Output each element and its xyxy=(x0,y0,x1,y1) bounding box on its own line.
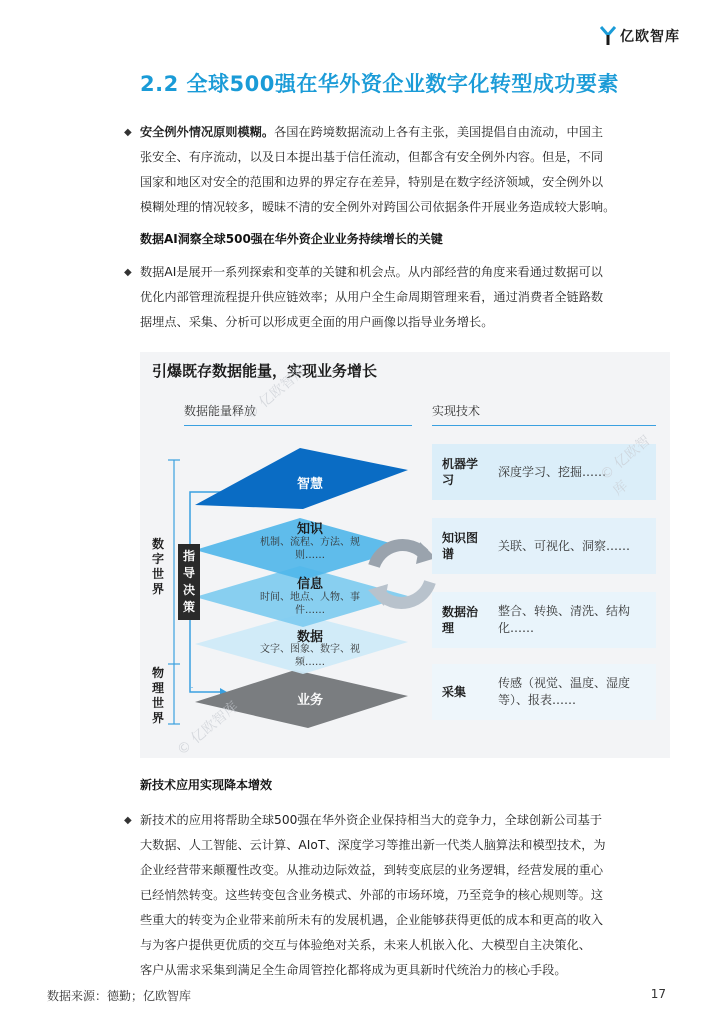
para-line: 模糊处理的情况较多，暧昧不清的安全例外对跨国公司依据条件开展业务造成较大影响。 xyxy=(140,200,616,214)
tech-name: 机器学习 xyxy=(442,457,479,487)
tech-row-governance xyxy=(432,592,656,648)
figure-title: 引爆既存数据能量，实现业务增长 xyxy=(152,362,378,380)
layer-data-desc: 文字、图象、数字、视频…… xyxy=(260,644,360,668)
layer-business-label: 业务 xyxy=(296,693,323,708)
para-line: 客户从需求采集到满足全生命周管控化都将成为更具新时代统治力的核心手段。 xyxy=(140,963,567,977)
paragraph-security-exceptions xyxy=(124,120,670,220)
right-header-rule xyxy=(432,425,656,426)
layer-smart-label: 智慧 xyxy=(296,477,323,492)
tech-name: 采集 xyxy=(442,685,467,699)
para-line: 数据AI是展开一系列探索和变革的关键和机会点。从内部经营的角度来看通过数据可以 xyxy=(140,265,603,279)
para-line: 安全例外情况原则模糊。各国在跨境数据流动上各有主张，美国提倡自由流动，中国主 xyxy=(140,125,604,139)
paragraph-new-tech xyxy=(124,808,670,983)
para-line: 张安全、有序流动，以及日本提出基于信任流动，但都含有安全例外内容。但是，不同 xyxy=(140,150,604,164)
logo-text: 亿欧智库 xyxy=(620,29,680,45)
bullet-icon: ◆ xyxy=(124,127,132,138)
left-column-header: 数据能量释放 xyxy=(184,404,257,418)
tech-desc: 整合、转换、清洗、结构化…… xyxy=(498,604,631,635)
para-line: 据埋点、采集、分析可以形成更全面的用户画像以指导业务增长。 xyxy=(140,315,494,329)
para-line: 优化内部管理流程提升供应链效率；从用户全生命周期管理来看，通过消费者全链路数 xyxy=(140,290,604,304)
digital-world-label: 数字世界 xyxy=(151,537,164,596)
layer-info-desc: 时间、地点、人物、事件…… xyxy=(260,592,360,616)
guide-arrow-bottom xyxy=(190,687,220,692)
para-lead: 安全例外情况原则模糊。 xyxy=(140,125,275,139)
tech-name: 数据治理 xyxy=(442,605,479,635)
layer-info-label: 信息 xyxy=(296,577,323,592)
tech-row-collection xyxy=(432,664,656,720)
tech-name: 知识图谱 xyxy=(442,531,479,561)
para-line: 企业经营带来颠覆性改变。从推动边际效益，到转变底层的业务逻辑，经营发展的重心 xyxy=(140,863,604,877)
para-line: 与为客户提供更优质的交互与体验绝对关系，未来人机嵌入化、大模型自主决策化、 xyxy=(140,938,591,952)
physical-world-label: 物理世界 xyxy=(151,666,164,725)
watermark: © 亿欧智库 xyxy=(242,362,310,423)
footer-source: 数据来源：德勤；亿欧智库 xyxy=(47,989,192,1003)
para-line: 些重大的转变为企业带来前所未有的发展机遇，企业能够获得更低的成本和更高的收入 xyxy=(140,913,604,927)
tech-desc: 深度学习、挖掘…… xyxy=(498,464,607,479)
para-line: 新技术的应用将帮助全球500强在华外资企业保持相当大的竞争力，全球创新公司基于 xyxy=(140,813,603,827)
bullet-icon: ◆ xyxy=(124,815,132,826)
layer-data-label: 数据 xyxy=(296,630,323,645)
tech-desc: 传感（视觉、温度、湿度等）、报表…… xyxy=(498,676,631,707)
tech-desc: 关联、可视化、洞察…… xyxy=(498,538,631,553)
right-column-header: 实现技术 xyxy=(432,404,481,418)
logo-icon xyxy=(600,26,616,46)
para-line: 大数据、人工智能、云计算、AIoT、深度学习等推出新一代类人脑算法和模型技术，为 xyxy=(140,838,606,852)
figure-data-energy xyxy=(140,352,670,758)
guide-decision-box: 指导决策 xyxy=(178,544,200,620)
para-line: 已经悄然转变。这些转变包含业务模式、外部的市场环境，乃至竞争的核心规则等。这 xyxy=(140,888,604,902)
layer-knowledge-label: 知识 xyxy=(296,522,323,537)
paragraph-data-ai xyxy=(124,260,670,335)
subheading-new-tech: 新技术应用实现降本增效 xyxy=(140,778,273,792)
watermark: © 亿欧智库 xyxy=(597,432,654,500)
subheading-data-ai: 数据AI洞察全球500强在华外资企业业务持续增长的关键 xyxy=(140,232,443,246)
layer-knowledge-desc: 机制、流程、方法、规则…… xyxy=(260,537,360,561)
brand-logo xyxy=(600,26,680,46)
tech-row-kg xyxy=(432,518,656,574)
watermark: © 亿欧智库 xyxy=(174,698,242,759)
bullet-icon: ◆ xyxy=(124,267,132,278)
section-title: 2.2 全球500强在华外资企业数字化转型成功要素 xyxy=(140,72,619,96)
page-number: 17 xyxy=(650,987,666,1001)
para-line: 国家和地区对安全的范围和边界的界定存在差异，特别是在数字经济领域，安全例外以 xyxy=(140,175,604,189)
